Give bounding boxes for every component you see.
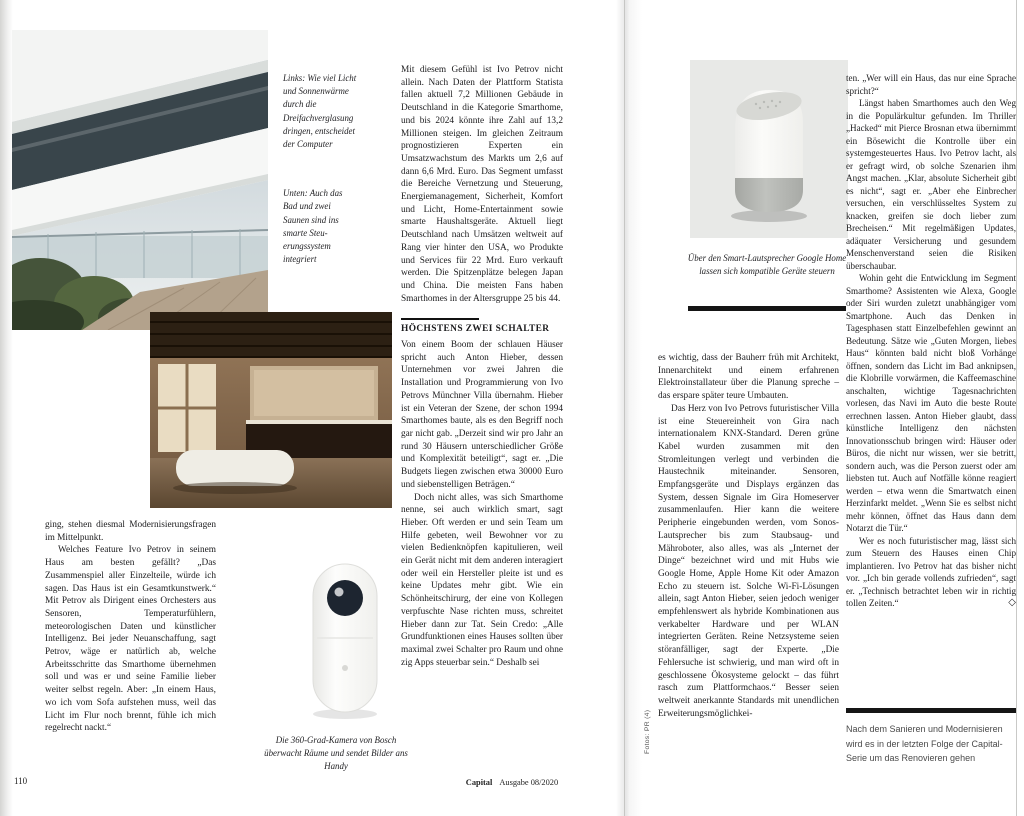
section-heading-block — [401, 318, 563, 336]
page-number: 110 — [14, 776, 28, 786]
paragraph: ging, stehen diesmal Modernisierungsfragen im Mittelpunkt. — [45, 520, 216, 543]
paragraph-text: Wer es noch futuristischer mag, lässt sich zum Steuern des Hauses einen Chip implantieren. Ivo Petrov hat das bisher nicht vor. „Ich bin gerade vollends zufrieden“, sagt er. „Technisch betrachtet leben wir in richtig tollen Zeiten.“ — [846, 535, 1016, 608]
section-heading: HÖCHSTENS ZWEI SCHALTER — [401, 324, 550, 335]
fold-shadow — [616, 0, 642, 816]
bathroom-photo — [150, 312, 392, 508]
caption-rule — [688, 306, 846, 311]
paragraph: es wichtig, dass der Bauherr früh mit Architekt, Innenarchitekt und einem erfahrenen Elektroinstallateur über die Planung spreche – das erspare später teure Umbauten. — [658, 353, 839, 402]
footer-issue: Ausgabe 08/2020 — [499, 778, 559, 787]
fold-line — [624, 0, 625, 816]
speaker-caption: Über den Smart-Lautsprecher Google Home lassen sich kompatible Geräte steuern — [687, 253, 847, 277]
main-column — [401, 64, 563, 669]
bottom-left-column — [45, 519, 216, 735]
heading-rule — [401, 318, 479, 320]
camera-caption: Die 360-Grad-Kamera von Bosch überwacht Räume und sendet Bilder ans Handy — [264, 735, 408, 772]
architecture-photo — [12, 30, 268, 330]
endnote-rule — [846, 708, 1016, 713]
paragraph: Von einem Boom der schlauen Häuser spricht auch Anton Hieber, dessen Unternehmen vor zwei Jahren die Installation und Programmierung von Ivo Petrovs Münchner Villa übernahm. Hieber ist ein Veteran der Szene, der schon 1994 Smarthomes baute, als es den Begriff noch gar nicht gab. „Derzeit sind wir pro Jahr an rund 30 Häusern unterschiedlicher Größe und Komplexität beteiligt“, sagt er. „Die Budgets liegen zwischen etwa 30000 Euro und siebenstelligen Beträgen.“ — [401, 340, 563, 490]
camera-lens — [327, 580, 363, 616]
right-column-a — [658, 352, 839, 720]
footer-brand: Capital — [465, 778, 493, 787]
paragraph: Welches Feature Ivo Petrov in seinem Haus am besten gefällt? „Das Zusammenspiel aller Einzelteile, würde ich sagen. Das Haus ist ein Gesamtkunstwerk.“ Mit Petrov als Dirigent eines Orchesters aus Sensoren, Temperaturfühlern, meteorologischen Daten und künstlicher Intelligenz. Bei jeder Neuanschaffung, sagt Petrov, wäge er natürlich ab, welche Arbeitsschritte das Smarthome übernehmen soll und was er und seine Familie lieber weiter selbst regeln. Aber: „In einem Haus, wo ich vom Sofa aufstehen muss, weil das Licht im Flur noch brennt, fühle ich mich regelrecht nackt.“ — [45, 545, 216, 734]
page-footer — [412, 778, 612, 787]
paragraph: Längst haben Smarthomes auch den Weg in die Populärkultur gefunden. Im Thriller „Hacked“ mit Pierce Brosnan etwa übernimmt ein Bösewicht die Kontrolle über ein systemgesteuertes Haus. Ivo Petrov lacht, als er gefragt wird, ob solche Szenarien ihm Angst machen. „Klar, absolute Sicherheit gibt es nicht“, sagt er. „Aber ehe Einbrecher versuchen, ein verschlüsseltes System zu knacken, greifen sie doch lieber zum Brecheisen.“ Mit regelmäßigen Updates, adäquater Versicherung und gesundem Menschenverstand seien die Risiken überschaubar. — [846, 98, 1016, 271]
camera-photo — [285, 546, 405, 730]
paragraph: ten. „Wer will ein Haus, das nur eine Sprache spricht?“ — [846, 73, 1016, 96]
caption-links: Links: Wie viel Licht und Sonnenwärme durch die Dreifachverglasung dringen, entscheidet der Computer — [283, 73, 357, 150]
endnote: Nach dem Sanieren und Modernisieren wird es in der letzten Folge der Capital-Serie um das Renovieren gehen — [846, 724, 1003, 764]
speaker-photo — [690, 60, 848, 238]
caption-unten: Unten: Auch das Bad und zwei Saunen sind ins smarte Steuerungssystem integriert — [283, 188, 343, 265]
paragraph — [846, 535, 1016, 610]
paragraph: Doch nicht alles, was sich Smarthome nenne, sei auch wirklich smart, sagt Hieber. Oft werden er und sein Team um Hilfe gebeten, weil Bewohner vor zu vielen Bedienknöpfen kapitulieren, weil ein Gerät nicht mit dem anderen interagiert oder weil ein Hersteller pleite ist und es keine Updates mehr gibt. Wie ein Schönheitschirurg, der eine von Kollegen verpfuschte Nase richten muss, schreitet Hieber dann zur Tat. Sein Credo: „Alle Grundfunktionen eines Hauses sollten über maximal zwei Schalter pro Raum und ohne zig Apps steuerbar sein.“ Deshalb sei — [401, 492, 563, 668]
page-edge-right — [1016, 0, 1017, 816]
right-column-b — [846, 72, 1016, 610]
paragraph: Das Herz von Ivo Petrovs futuristischer Villa ist eine Steuereinheit von Gira nach internationalem KNX-Standard. Deren grüne Kabel wurden zusammen mit den Stromleitungen verlegt und verbinden die Haustechnik miteinander. Sensoren, Empfangsgeräte und Displays ergänzen das System, dessen Signale im Gira Homeserver zusammenlaufen. Hier kann die weitere Peripherie eingebunden werden, vom Sonos-Lautsprecher bis zum Staubsaug- und Mähroboter, also alles, was als „Internet der Dinge“ bezeichnet wird und mit Hubs wie Google Home, Apple Home Kit oder Amazon Echo zu steuern ist. Solche Wi-Fi-Lösungen allein, sagt Anton Hieber, seien jedoch weniger empfehlenswert als hybride Kombinationen aus verkabelter Hardware und per WLAN integrierten Geräten. Reine Netzsysteme seien störanfälliger, sagt der Experte. „Die Fehlersuche ist schwierig, und man wird oft in geschlossene Ökosysteme gelockt – das führt rasch zum Plattformchaos.“ Besser seien weltweit anerkannte Standards mit unendlichen Erweiterungsmöglichkei- — [658, 403, 839, 719]
paragraph: Wohin geht die Entwicklung im Segment Smarthome? Assistenten wie Alexa, Google oder Siri wurden zuletzt unabhängiger vom Smartphone. Auch das Denken in Tagesphasen statt Einzelbefehlen gewinnt an Bedeutung. Sätze wie „Guten Morgen, liebes Haus“ könnten bald nicht bloß Vorhänge öffnen, sondern das Licht im Bad anknipsen, die Klobrille vorwärmen, die Kaffeemaschine anschalten, wichtige Tagesnachrichten vorlesen, das Navi im Auto die beste Route errechnen lassen. Anton Hieber glaubt, dass künstliche Intelligenz den nächsten Innovationsschub bringen wird: Häuser oder Büros, die nicht nur wissen, wer sie betritt, sondern auch, was die Person zuerst oder am liebsten tut. Auch auf Notfälle könne reagiert werden – etwa wenn die Smartwatch einen Herzinfarkt meldet. „Wenn Sie es selbst nicht mehr können, öffnet das Haus dann dem Notarzt die Tür.“ — [846, 273, 1016, 533]
paragraph: Mit diesem Gefühl ist Ivo Petrov nicht allein. Nach Daten der Plattform Statista fallen aktuell 7,2 Millionen Gebäude in Deutschland in die Kategorie Smarthome, und bis 2024 könnte ihre Zahl auf 13,2 Millionen steigen. Im gleichen Zeitraum prognostizieren Experten ein Umsatzwachstum des Markts um 2,6 auf dann 6,6 Mrd. Euro. Das Segment umfasst die Bereiche Vernetzung und Steuerung, Energiemanagement, Sicherheit, Komfort und Licht, Home-Entertainment sowie smarte Haushaltsgeräte. Aktuell liegt Deutschland nach Umsätzen weltweit auf Rang vier hinter den USA, wo Produkte und Services für 22 Mrd. Euro verkauft werden. Die Spitzenplätze belegen Japan und China. Die meisten Fans haben Smarthomes in der Altersgruppe 25 bis 44. — [401, 65, 563, 304]
end-mark: ◇ — [1008, 597, 1016, 608]
photo-credit: Fotos: PR (4) — [644, 709, 651, 754]
speaker-fabric-base — [735, 178, 803, 212]
photo-captions — [283, 72, 357, 266]
